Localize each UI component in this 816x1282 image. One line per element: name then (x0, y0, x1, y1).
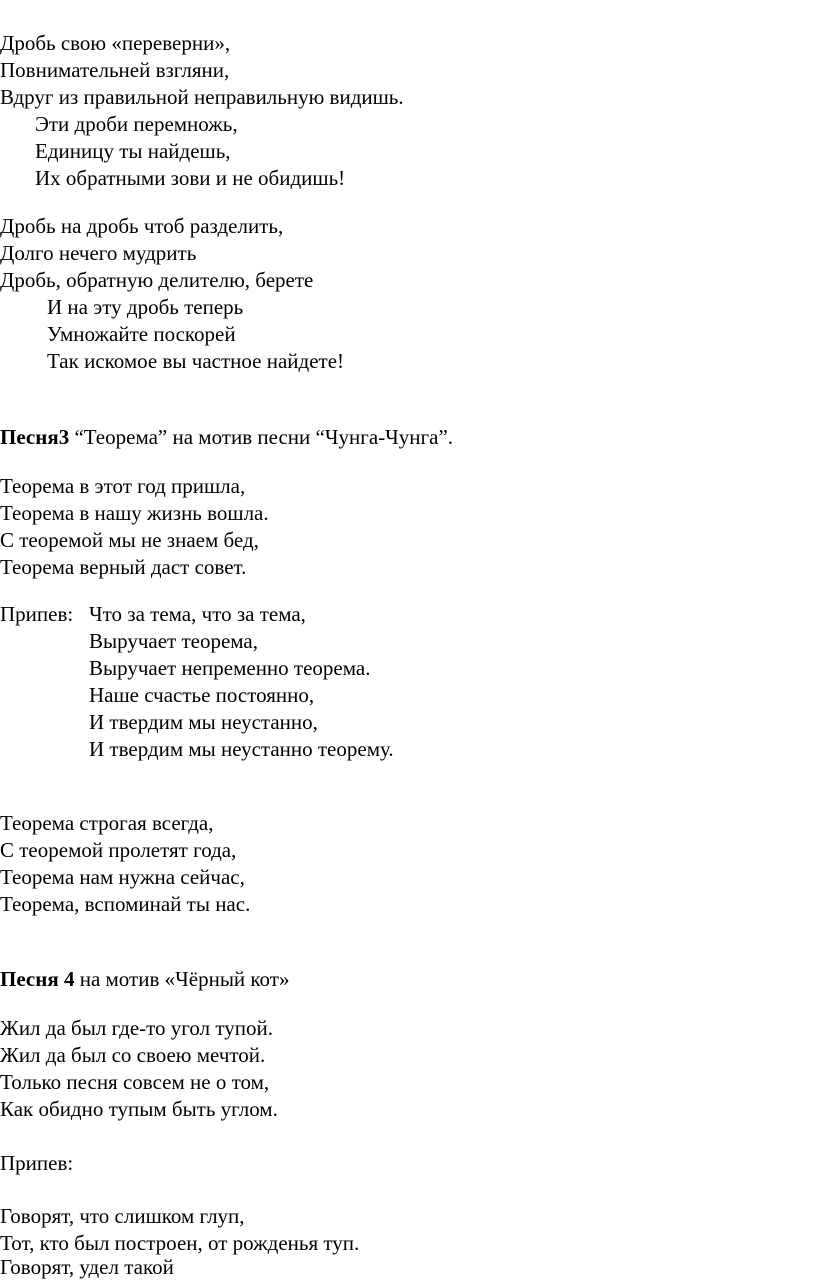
poem-line: Умножайте поскорей (47, 322, 236, 346)
poem-line: Дробь на дробь чтоб разделить, (0, 214, 284, 238)
chorus-line: Тот, кто был построен, от рожденья туп. (0, 1231, 360, 1255)
poem-line: Долго нечего мудрить (0, 241, 197, 265)
poem-line: Теорема, вспоминай ты нас. (0, 892, 251, 916)
poem-line: Теорема в нашу жизнь вошла. (0, 501, 269, 525)
poem-line: Теорема верный даст совет. (0, 555, 247, 579)
song-title (0, 966, 289, 993)
poem-line: Так искомое вы частное найдете! (47, 349, 345, 373)
chorus-text: Что за тема, что за тема, (89, 602, 306, 626)
poem-line: Их обратными зови и не обидишь! (35, 166, 346, 190)
song-number: Песня 4 (0, 967, 75, 991)
poem-line: С теоремой мы не знаем бед, (0, 528, 259, 552)
poem-line: Как обидно тупым быть углом. (0, 1097, 278, 1121)
poem-line: Эти дроби перемножь, (35, 112, 238, 136)
chorus-line: Наше счастье постоянно, (89, 683, 315, 707)
poem-line: Дробь, обратную делителю, берете (0, 268, 314, 292)
poem-line: Теорема строгая всегда, (0, 811, 214, 835)
chorus-line (0, 601, 306, 628)
chorus-line: Выручает теорема, (89, 629, 259, 653)
poem-line: Вдруг из правильной неправильную видишь. (0, 85, 404, 109)
poem-line: С теоремой пролетят года, (0, 838, 237, 862)
poem-line: И на эту дробь теперь (47, 295, 244, 319)
song-subtitle: на мотив «Чёрный кот» (74, 967, 290, 991)
chorus-label: Припев: (0, 602, 74, 626)
poem-line: Жил да был со своею мечтой. (0, 1043, 266, 1067)
poem-line: Повнимательней взгляни, (0, 58, 230, 82)
chorus-line: Говорят, что слишком глуп, (0, 1204, 245, 1228)
chorus-line: И твердим мы неустанно теорему. (89, 737, 394, 761)
poem-line: Единицу ты найдешь, (35, 139, 231, 163)
song-subtitle: “Теорема” на мотив песни “Чунга-Чунга”. (69, 425, 454, 449)
song-title (0, 424, 453, 451)
song-number: Песня3 (0, 425, 70, 449)
chorus-line: Говорят, удел такой (0, 1255, 174, 1279)
poem-line: Дробь свою «переверни», (0, 31, 231, 55)
poem-line: Теорема нам нужна сейчас, (0, 865, 245, 889)
chorus-label: Припев: (0, 1151, 74, 1175)
chorus-line: И твердим мы неустанно, (89, 710, 318, 734)
chorus-line: Выручает непременно теорема. (89, 656, 371, 680)
poem-line: Теорема в этот год пришла, (0, 474, 246, 498)
poem-line: Жил да был где-то угол тупой. (0, 1016, 273, 1040)
poem-line: Только песня совсем не о том, (0, 1070, 270, 1094)
